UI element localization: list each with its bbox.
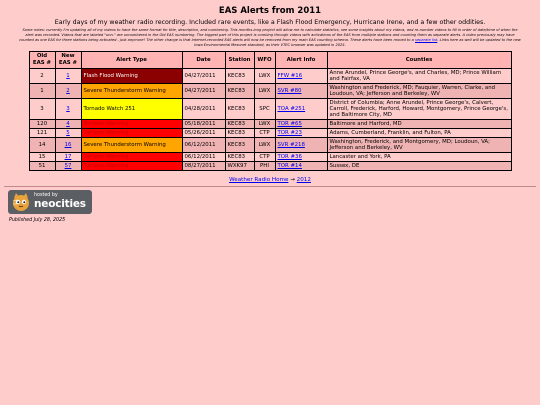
alert-date: 04/27/2011	[182, 68, 225, 83]
old-eas-number: 2	[29, 68, 55, 83]
alert-type: Tornado Warning	[81, 152, 182, 161]
alert-station: KEC83	[225, 152, 254, 161]
separate-list-link[interactable]: separate list	[415, 37, 438, 42]
alert-counties: Washington, Frederick, and Montgomery, MD; Loudoun, VA; Jefferson and Berkeley, WV	[327, 137, 511, 152]
header-wfo: WFO	[254, 52, 275, 69]
alert-wfo: LWX	[254, 83, 275, 98]
new-eas-link[interactable]: 17	[64, 153, 72, 160]
alert-info-cell	[275, 83, 327, 98]
new-eas-number-cell	[55, 161, 81, 170]
old-eas-number: 15	[29, 152, 55, 161]
nav-arrow: →	[290, 176, 295, 183]
alert-date: 06/12/2011	[182, 152, 225, 161]
alert-wfo: SPC	[254, 98, 275, 119]
alert-date: 04/28/2011	[182, 98, 225, 119]
new-eas-number-cell	[55, 98, 81, 119]
alert-counties: Sussex, DE	[327, 161, 511, 170]
alert-info-cell	[275, 137, 327, 152]
old-eas-number: 1	[29, 83, 55, 98]
alert-info-cell	[275, 68, 327, 83]
alert-info-cell	[275, 98, 327, 119]
table-row	[29, 119, 511, 128]
new-eas-number-cell	[55, 128, 81, 137]
alert-wfo: PHI	[254, 161, 275, 170]
header-station: Station	[225, 52, 254, 69]
new-eas-link[interactable]: 4	[66, 120, 70, 127]
new-eas-number-cell	[55, 68, 81, 83]
alert-info-link[interactable]: TOA #251	[277, 105, 306, 112]
table-header-row	[29, 52, 511, 69]
new-eas-number-cell	[55, 83, 81, 98]
alert-wfo: LWX	[254, 137, 275, 152]
alert-info-link[interactable]: FFW #16	[277, 72, 303, 79]
table-row	[29, 137, 511, 152]
neocities-cat-icon	[11, 192, 31, 212]
badge-brand: neocities	[34, 198, 86, 211]
new-eas-number-cell	[55, 119, 81, 128]
alert-info-link[interactable]: TOR #65	[277, 120, 302, 127]
new-eas-link[interactable]: 3	[66, 105, 70, 112]
page-subtitle: Early days of my weather radio recording. Included rare events, like a Flash Flood Emergency, Hurricane Irene, and a few other oddities.	[54, 19, 486, 26]
alert-station: KEC83	[225, 137, 254, 152]
alert-info-cell	[275, 128, 327, 137]
table-row	[29, 161, 511, 170]
page-notes	[18, 28, 522, 47]
weather-radio-home-link[interactable]: Weather Radio Home	[229, 176, 289, 183]
alert-type: Severe Thunderstorm Warning	[81, 137, 182, 152]
old-eas-number: 120	[29, 119, 55, 128]
header-old-eas: Old EAS #	[29, 52, 55, 69]
alert-wfo: LWX	[254, 68, 275, 83]
new-eas-link[interactable]: 1	[66, 72, 70, 79]
new-eas-link[interactable]: 5	[66, 129, 70, 136]
alert-type: Tornado Warning	[81, 161, 182, 170]
eas-alerts-table	[29, 51, 512, 171]
new-eas-link[interactable]: 57	[64, 162, 72, 169]
published-date: Published July 28, 2025	[9, 217, 66, 223]
alert-wfo: CTP	[254, 152, 275, 161]
alert-date: 08/27/2011	[182, 161, 225, 170]
alert-counties: Baltimore and Harford, MD	[327, 119, 511, 128]
alert-info-link[interactable]: TOR #36	[277, 153, 302, 160]
header-counties: Counties	[327, 52, 511, 69]
divider	[4, 186, 536, 187]
table-row	[29, 98, 511, 119]
alert-station: KEC83	[225, 98, 254, 119]
alert-station: KEC83	[225, 68, 254, 83]
alert-date: 06/12/2011	[182, 137, 225, 152]
table-row	[29, 68, 511, 83]
old-eas-number: 51	[29, 161, 55, 170]
next-year-link[interactable]: 2012	[296, 176, 311, 183]
alert-wfo: CTP	[254, 128, 275, 137]
new-eas-link[interactable]: 2	[66, 87, 70, 94]
alert-info-cell	[275, 119, 327, 128]
alert-counties: Washington and Frederick, MD; Fauquier, Warren, Clarke, and Loudoun, VA; Jefferson and Berkeley, WV	[327, 83, 511, 98]
alert-type: Tornado Warning	[81, 119, 182, 128]
footer-nav	[4, 177, 536, 183]
header-alert-type: Alert Type	[81, 52, 182, 69]
badge-hosted-by: hosted by	[34, 193, 58, 199]
alert-info-cell	[275, 161, 327, 170]
alert-info-link[interactable]: TOR #23	[277, 129, 302, 136]
notes-text-end: . Links here as well will be updated to the new Iowa Environmental Mesonet standard, as their VTEC browser was updated in 2025.	[194, 37, 521, 47]
alert-station: KEC83	[225, 119, 254, 128]
alert-counties: District of Columbia; Anne Arundel, Prince George's, Calvert, Carroll, Frederick, Harford, Howard, Montgomery, Prince George's, and Baltimore City, MD	[327, 98, 511, 119]
alert-counties: Adams, Cumberland, Franklin, and Fulton, PA	[327, 128, 511, 137]
new-eas-link[interactable]: 16	[64, 141, 72, 148]
alert-station: KEC83	[225, 128, 254, 137]
header-date: Date	[182, 52, 225, 69]
alert-wfo: LWX	[254, 119, 275, 128]
badge-text	[34, 194, 86, 209]
page-title: EAS Alerts from 2011	[218, 6, 322, 16]
alert-counties: Anne Arundel, Prince George's, and Charles, MD; Prince William and Fairfax, VA	[327, 68, 511, 83]
notes-text-start: Some notes: currently I'm updating all of my videos to have the same format for title, description, and numbering. This months-long project will allow me to calculate statistics, see some insights about my videos, and re-number videos to fill in order of date/time of when the alert was recorded. Videos that are labeled "unn." are unnumbered in the Old EAS numbering. The biggest part of this project is combing through videos with activations of the EAS from multiple stations and counting them as separate alerts. A video previously may have counted as one EAS for three stations being activated - just anymore! The other change is that Internet-recorded EAS alerts will now be removed from my main EAS counting schema. These alerts have been moved to a	[19, 28, 518, 42]
new-eas-number-cell	[55, 152, 81, 161]
alert-date: 04/27/2011	[182, 83, 225, 98]
table-row	[29, 152, 511, 161]
alert-date: 05/18/2011	[182, 119, 225, 128]
table-row	[29, 83, 511, 98]
alert-info-link[interactable]: SVR #218	[277, 141, 305, 148]
header-alert-info: Alert Info	[275, 52, 327, 69]
old-eas-number: 121	[29, 128, 55, 137]
header-new-eas: New EAS #	[55, 52, 81, 69]
alert-station: WXK97	[225, 161, 254, 170]
alert-station: KEC83	[225, 83, 254, 98]
old-eas-number: 3	[29, 98, 55, 119]
alert-info-link[interactable]: TOR #14	[277, 162, 302, 169]
alert-date: 05/26/2011	[182, 128, 225, 137]
alert-type: Flash Flood Warning	[81, 68, 182, 83]
alert-counties: Lancaster and York, PA	[327, 152, 511, 161]
new-eas-number-cell	[55, 137, 81, 152]
hosted-by-neocities-badge[interactable]	[8, 190, 92, 214]
alert-type: Tornado Watch 251	[81, 98, 182, 119]
alert-type: Severe Thunderstorm Warning	[81, 83, 182, 98]
alert-info-cell	[275, 152, 327, 161]
table-row	[29, 128, 511, 137]
alert-type: Tornado Warning	[81, 128, 182, 137]
old-eas-number: 14	[29, 137, 55, 152]
alert-info-link[interactable]: SVR #80	[277, 87, 302, 94]
